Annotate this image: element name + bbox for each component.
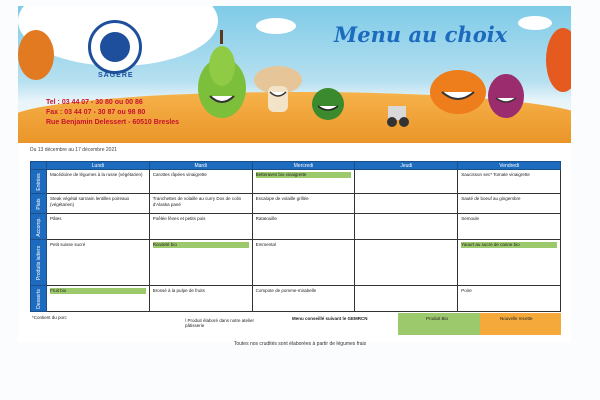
dish-text: Fruit bio — [50, 288, 146, 294]
dish-text: Emmental — [255, 242, 276, 247]
dish-text: Compote de pomme-mirabelle — [255, 288, 317, 293]
menu-row — [31, 194, 561, 214]
new-recipe-legend-label: Nouvelle recette — [500, 316, 533, 321]
row-label: Produits laitiers — [35, 245, 42, 280]
bio-legend-swatch — [398, 313, 480, 335]
dish-text: Poêlée fèves et petits pois — [152, 216, 206, 221]
dish-text: Escalope de volaille grillée — [255, 196, 309, 201]
menu-cell — [47, 170, 150, 194]
corner-cell — [31, 162, 47, 170]
menu-cell — [252, 240, 355, 286]
menu-cell — [252, 286, 355, 312]
day-header: Mercredi — [252, 162, 355, 170]
dish-text: Yaourt au sucre de canne bio — [461, 242, 557, 248]
day-header: Lundi — [47, 162, 150, 170]
date-range: Du 13 décembre au 17 décembre 2021 — [30, 147, 118, 153]
dish-text: Betteraves bio vinaigrette — [256, 172, 352, 178]
autumn-tree-icon — [18, 30, 54, 80]
row-label: Accomp. — [35, 216, 42, 237]
pork-note: *Contient du porc — [32, 315, 67, 320]
dish-text: Saucisson sec* Tomate vinaigrette — [461, 172, 530, 177]
menu-cell — [149, 286, 252, 312]
cloud-shape — [518, 16, 552, 30]
menu-cell — [458, 170, 561, 194]
menu-cell — [355, 240, 458, 286]
dish-text: Tranchettes de volaille au curry Dos de colin d'Alaska pané — [152, 196, 242, 207]
day-header: Vendredi — [458, 162, 561, 170]
menu-cell — [458, 240, 561, 286]
contact-block — [46, 98, 179, 128]
menu-cell — [252, 194, 355, 214]
menu-cell — [149, 194, 252, 214]
menu-cell — [355, 214, 458, 240]
contact-address: Rue Benjamin Delessert - 60510 Bresles — [46, 119, 180, 126]
row-label-cell — [31, 240, 47, 286]
dish-text: Pâtes — [50, 216, 62, 221]
menu-cell — [458, 214, 561, 240]
pumpkin-grapes-illustration — [428, 60, 558, 130]
row-label-cell — [31, 286, 47, 312]
grapes-icon — [488, 74, 524, 118]
sagere-logo — [88, 20, 142, 74]
new-recipe-legend-swatch — [480, 313, 561, 335]
menu-cell — [149, 170, 252, 194]
menu-cell — [47, 214, 150, 240]
menu-cell — [149, 240, 252, 286]
dish-text: Brossé à la pulpe de fruits — [152, 288, 205, 293]
logo-name: SAGERE — [98, 72, 134, 79]
row-label-cell — [31, 194, 47, 214]
menu-row — [31, 240, 561, 286]
row-label: Plats — [35, 197, 42, 210]
bio-legend-label: Produit Bio — [426, 316, 449, 321]
menu-cell — [149, 214, 252, 240]
menu-cell — [47, 240, 150, 286]
header-banner — [18, 6, 571, 143]
day-header: Mardi — [149, 162, 252, 170]
logo-emblem-icon — [100, 32, 130, 62]
dish-text: Poire — [461, 288, 472, 293]
menu-cell — [252, 214, 355, 240]
dish-text: Rondelé bio — [153, 242, 249, 248]
contact-fax: Fax : 03 44 07 - 30 87 ou 98 80 — [46, 109, 146, 116]
menu-cell — [355, 194, 458, 214]
dish-text: Semoule — [461, 216, 479, 221]
menu-row — [31, 170, 561, 194]
legend — [30, 313, 561, 335]
cabbage-icon — [312, 88, 344, 120]
menu-cell — [47, 194, 150, 214]
footer-note: Toutes nos crudités sont élaborées à partir de légumes frais — [233, 341, 367, 347]
menu-cell — [47, 286, 150, 312]
dish-text: Sauté de boeuf au gingembre — [461, 196, 521, 201]
menu-cell — [355, 286, 458, 312]
menu-cell — [355, 170, 458, 194]
menu-row — [31, 286, 561, 312]
row-label: Entrées — [35, 172, 42, 191]
day-header-row — [31, 162, 561, 170]
dish-text: Ratatouille — [255, 216, 277, 221]
gemrcn-note: Menu conseillé suivant le GEMRCN — [292, 316, 368, 321]
day-header: Jeudi — [355, 162, 458, 170]
contact-tel: Tel : 03 44 07 - 30 80 ou 00 86 — [46, 99, 143, 106]
dish-text: Macédoine de légumes à la russe (végétarien) — [50, 172, 143, 177]
page-title: Menu au choix — [334, 22, 508, 47]
dish-text: Petit suisse sucré — [50, 242, 86, 247]
menu-table — [30, 161, 561, 312]
menu-row — [31, 214, 561, 240]
row-label-cell — [31, 214, 47, 240]
row-label: Desserts — [35, 288, 42, 309]
menu-cell — [252, 170, 355, 194]
local-pastry-note: \ Produit élaboré dans notre atelier pâtisserie — [185, 318, 255, 328]
menu-cell — [458, 286, 561, 312]
dish-text: Carottes râpées vinaigrette — [152, 172, 207, 177]
row-label-cell — [31, 170, 47, 194]
menu-cell — [458, 194, 561, 214]
dish-text: Steak végétal sarrasin lentilles poireaux (végétarien) — [50, 196, 130, 207]
